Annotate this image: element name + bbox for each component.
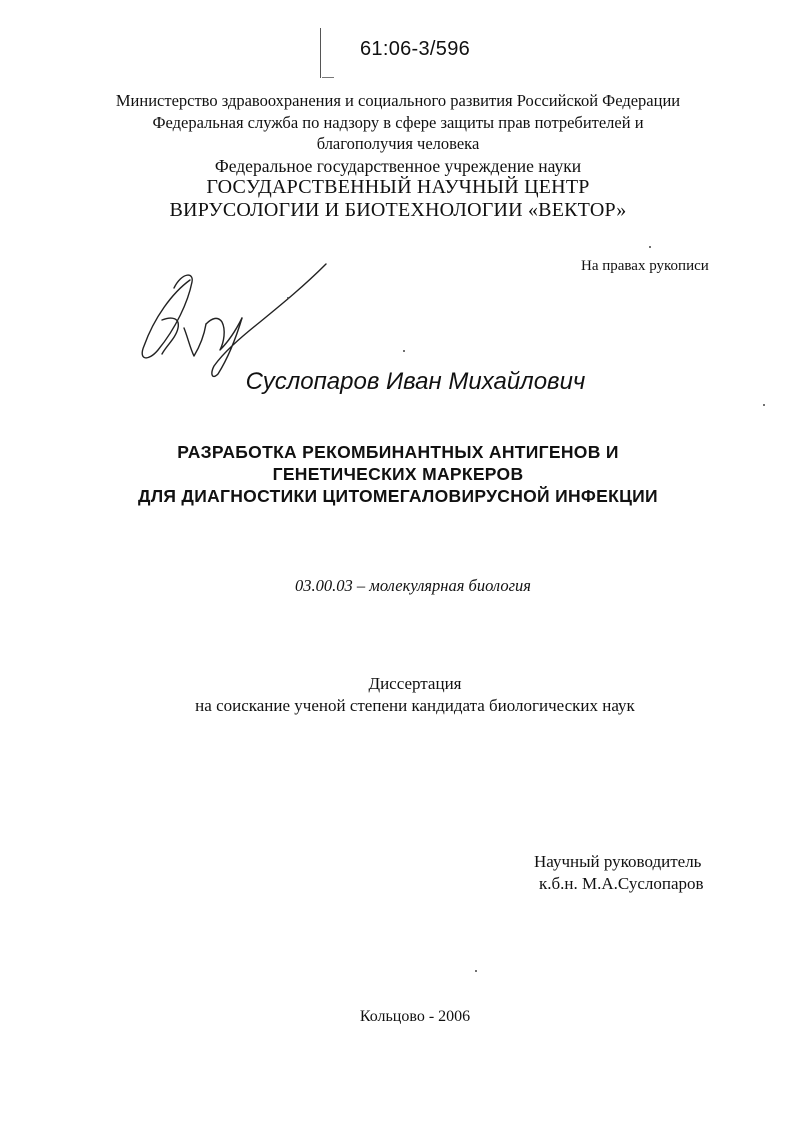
scan-speck [475, 970, 477, 972]
supervisor-role: Научный руководитель [534, 852, 702, 871]
signature-image [132, 258, 332, 383]
center-name-line-2: ВИРУСОЛОГИИ И БИОТЕХНОЛОГИИ «ВЕКТОР» [169, 199, 627, 221]
rights-note: На правах рукописи [581, 258, 709, 274]
dissertation-type: Диссертация [368, 674, 462, 693]
title-line-3: ДЛЯ ДИАГНОСТИКИ ЦИТОМЕГАЛОВИРУСНОЙ ИНФЕКЦИИ [138, 486, 658, 506]
place-year: Кольцово - 2006 [359, 1008, 471, 1025]
institution-type: Федеральное государственное учреждение науки [214, 156, 582, 176]
scan-speck [403, 350, 405, 352]
stamp-dash [322, 77, 334, 78]
title-line-1: РАЗРАБОТКА РЕКОМБИНАНТНЫХ АНТИГЕНОВ И [177, 442, 619, 462]
stamp-vertical-line [320, 28, 321, 78]
service-line-2: благополучия человека [316, 134, 480, 153]
title-line-2: ГЕНЕТИЧЕСКИХ МАРКЕРОВ [272, 464, 524, 484]
service-line-1: Федеральная служба по надзору в сфере защиты прав потребителей и [152, 113, 644, 132]
degree-line: на соискание ученой степени кандидата биологических наук [195, 696, 635, 715]
scan-speck [763, 404, 765, 406]
center-name-line-1: ГОСУДАРСТВЕННЫЙ НАУЧНЫЙ ЦЕНТР [206, 176, 590, 198]
ministry-line: Министерство здравоохранения и социального развития Российской Федерации [115, 91, 681, 110]
author-name: Суслопаров Иван Михайлович [245, 368, 586, 395]
catalog-number: 61:06-3/596 [360, 38, 471, 60]
specialty-code: 03.00.03 – молекулярная биология [295, 576, 531, 595]
scan-speck [649, 246, 651, 248]
supervisor-name: к.б.н. М.А.Суслопаров [539, 874, 704, 893]
